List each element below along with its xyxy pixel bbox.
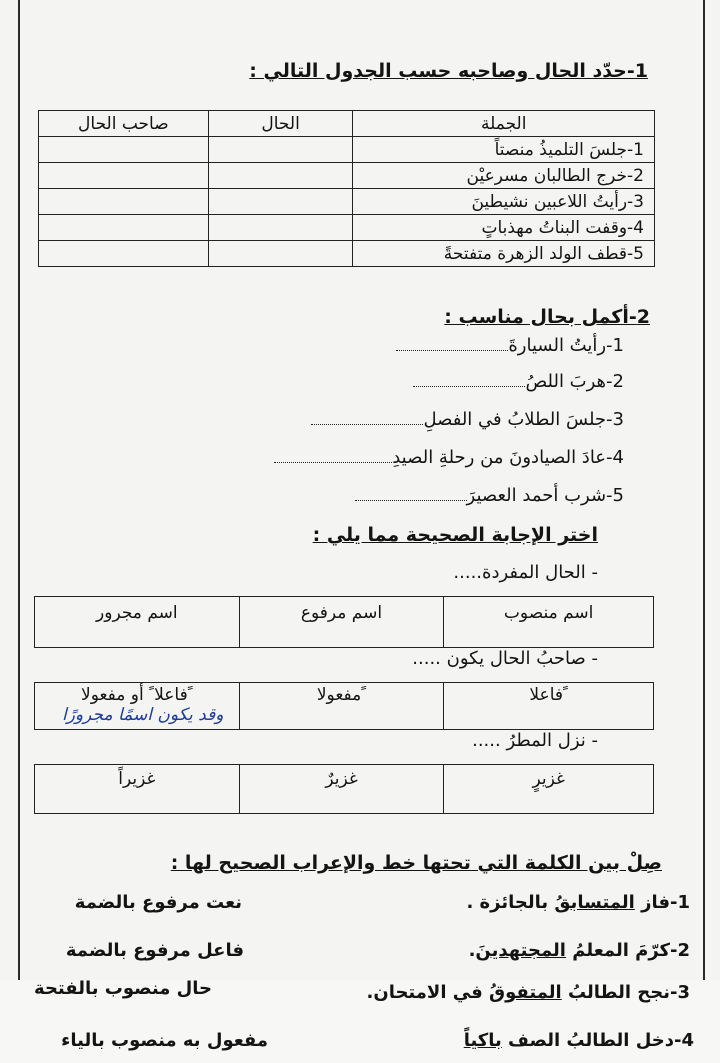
q2-item-5: 5-شرب أحمد العصيرَ	[355, 484, 624, 506]
q4-sentence-4: 4-دخل الطالبُ الصف باكياً	[463, 1030, 694, 1051]
sentence-cell: 1-جلسَ التلميذُ منصتاً	[353, 137, 655, 163]
q4-answer-2[interactable]: فاعل مرفوع بالضمة	[65, 940, 244, 961]
hal-cell[interactable]	[208, 137, 353, 163]
option-a[interactable]: اسم منصوب	[444, 597, 654, 648]
handwritten-note: وقد يكون اسمًا مجرورًا	[62, 705, 224, 725]
q4-sentence-1: 1-فاز المتسابقُ بالجائزة .	[466, 892, 690, 913]
header-hal: الحال	[208, 111, 353, 137]
q3-stem-2: - صاحبُ الحال يكون .....	[412, 648, 598, 669]
q3-title: اختر الإجابة الصحيحة مما يلي :	[312, 524, 598, 546]
option-a[interactable]: غزيرٍ	[444, 765, 654, 814]
table-row	[39, 189, 655, 215]
q3-options-1	[34, 596, 654, 648]
q2-item-1: 1-رأيتُ السيارةَ	[396, 334, 624, 356]
q1-table	[38, 110, 655, 267]
q4-sentence-3: 3-نجح الطالبُ المتفوقُ في الامتحان.	[366, 982, 690, 1003]
option-c[interactable]: غزيراً	[35, 765, 240, 814]
blank-line[interactable]	[355, 484, 467, 501]
option-b[interactable]: مفعولا ً	[239, 683, 444, 730]
owner-cell[interactable]	[39, 189, 209, 215]
q2-item-3: 3-جلسَ الطلابُ في الفصلِ	[311, 408, 624, 430]
q3-stem-1: - الحال المفردة.....	[453, 562, 598, 583]
q3-stem-3: - نزل المطرُ .....	[472, 730, 598, 751]
hal-cell[interactable]	[208, 215, 353, 241]
underlined-word: المجتهدينَ	[475, 940, 566, 961]
q4-title: صِلْ بين الكلمة التي تحتها خط والإعراب الصحيح لها :	[170, 852, 662, 874]
q4-answer-4[interactable]: مفعول به منصوب بالياء	[61, 1030, 268, 1051]
underlined-word: المتسابقُ	[554, 892, 635, 913]
q4-answer-1[interactable]: نعت مرفوع بالضمة	[74, 892, 242, 913]
table-row	[39, 215, 655, 241]
owner-cell[interactable]	[39, 215, 209, 241]
q2-item-4: 4-عادَ الصيادونَ من رحلةِ الصيدِ	[274, 446, 624, 468]
owner-cell[interactable]	[39, 137, 209, 163]
blank-line[interactable]	[413, 370, 525, 387]
option-b[interactable]: اسم مرفوع	[239, 597, 444, 648]
hal-cell[interactable]	[208, 189, 353, 215]
q1-title: 1-حدّد الحال وصاحبه حسب الجدول التالي :	[249, 60, 648, 82]
sentence-cell: 5-قطف الولد الزهرة متفتحةً	[353, 241, 655, 267]
sentence-cell: 4-وقفت البناتُ مهذباتٍ	[353, 215, 655, 241]
hal-cell[interactable]	[208, 163, 353, 189]
blank-line[interactable]	[311, 408, 423, 425]
hal-cell[interactable]	[208, 241, 353, 267]
sentence-cell: 2-خرج الطالبان مسرعيْن	[353, 163, 655, 189]
q3-options-3	[34, 764, 654, 814]
q4-answer-3[interactable]: حال منصوب بالفتحة	[34, 978, 212, 999]
table-row	[39, 241, 655, 267]
owner-cell[interactable]	[39, 241, 209, 267]
option-b[interactable]: غزيرٌ	[239, 765, 444, 814]
underlined-word: باكياً	[463, 1030, 502, 1051]
owner-cell[interactable]	[39, 163, 209, 189]
header-owner: صاحب الحال	[39, 111, 209, 137]
option-c[interactable]: اسم مجرور	[35, 597, 240, 648]
table-row	[39, 163, 655, 189]
option-a[interactable]: فاعلا ً	[444, 683, 654, 730]
q4-sentence-2: 2-كرّمَ المعلمُ المجتهدينَ.	[468, 940, 690, 961]
q2-item-2: 2-هربَ اللصُ	[413, 370, 624, 392]
q1-header-row	[39, 111, 655, 137]
table-row	[39, 137, 655, 163]
underlined-word: المتفوقُ	[489, 982, 562, 1003]
q2-title: 2-أكمل بحال مناسب :	[444, 306, 650, 328]
option-c[interactable]: فاعلا ً أو مفعولا ً	[35, 683, 240, 730]
sentence-cell: 3-رأيتُ اللاعبين نشيطينَ	[353, 189, 655, 215]
blank-line[interactable]	[396, 334, 508, 351]
blank-line[interactable]	[274, 446, 392, 463]
header-sentence: الجملة	[353, 111, 655, 137]
